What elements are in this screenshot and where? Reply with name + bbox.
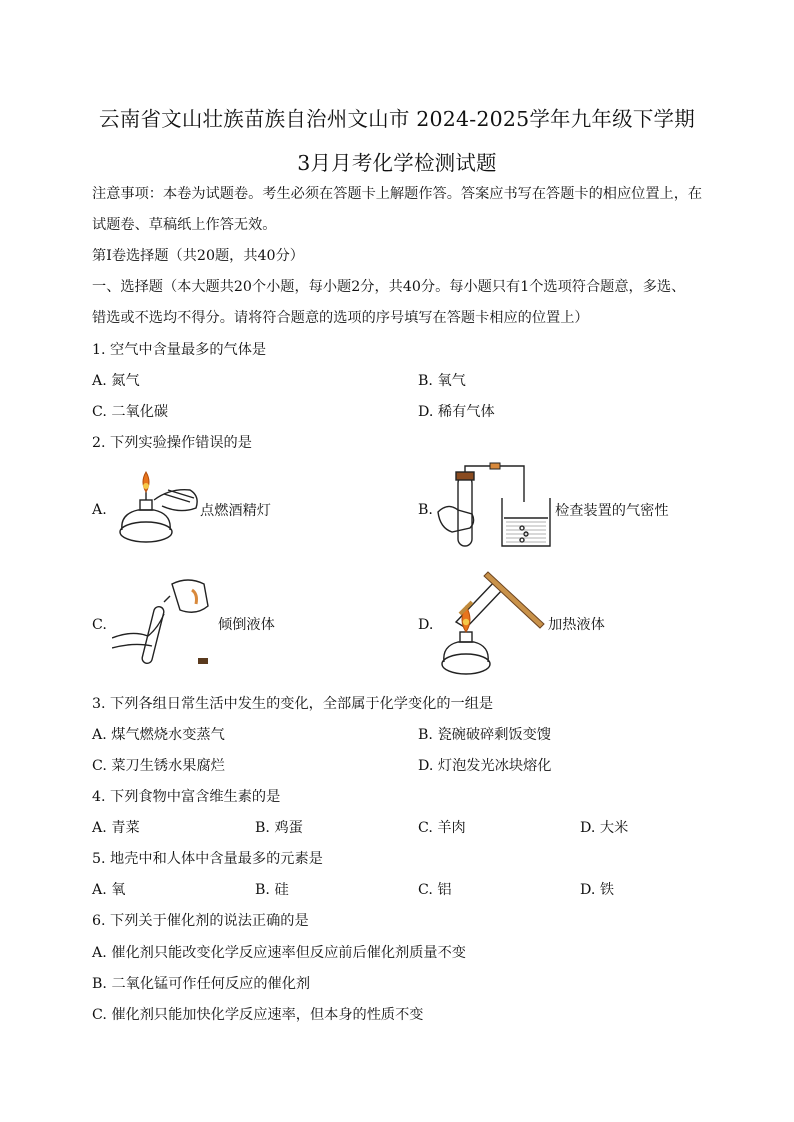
question-2-caption-d: 加热液体 [548, 617, 605, 633]
question-4-option-c: C. 羊肉 [418, 820, 466, 836]
question-5-stem: 5. 地壳中和人体中含量最多的元素是 [92, 851, 323, 867]
question-1-option-d: D. 稀有气体 [418, 404, 495, 420]
pouring-liquid-illustration [112, 576, 222, 668]
question-3-option-c: C. 菜刀生锈水果腐烂 [92, 758, 225, 774]
question-6-stem: 6. 下列关于催化剂的说法正确的是 [92, 913, 309, 929]
question-5-option-d: D. 铁 [580, 882, 615, 898]
question-2-option-a-label: A. [92, 502, 107, 518]
notice-line-2: 试题卷、草稿纸上作答无效。 [92, 217, 277, 233]
question-6-option-b: B. 二氧化锰可作任何反应的催化剂 [92, 976, 311, 992]
question-3-option-b: B. 瓷碗破碎剩饭变馊 [418, 727, 551, 743]
question-2-stem: 2. 下列实验操作错误的是 [92, 435, 252, 451]
question-5-option-b: B. 硅 [255, 882, 289, 898]
exam-title-line-1: 云南省文山壮族苗族自治州文山市 2024-2025学年九年级下学期 [99, 107, 695, 131]
exam-title-line-2: 3月月考化学检测试题 [297, 151, 497, 175]
question-1-option-a: A. 氮气 [92, 373, 140, 389]
question-6-option-c: C. 催化剂只能加快化学反应速率，但本身的性质不变 [92, 1007, 424, 1023]
question-4-option-b: B. 鸡蛋 [255, 820, 303, 836]
question-2-option-b-label: B. [418, 502, 433, 518]
question-4-option-a: A. 青菜 [92, 820, 140, 836]
question-3-stem: 3. 下列各组日常生活中发生的变化，全部属于化学变化的一组是 [92, 696, 494, 712]
heating-liquid-illustration [436, 566, 548, 680]
question-3-option-d: D. 灯泡发光冰块熔化 [418, 758, 552, 774]
question-4-option-d: D. 大米 [580, 820, 629, 836]
airtightness-check-illustration [434, 462, 554, 554]
question-5-option-a: A. 氧 [92, 882, 126, 898]
question-2-option-c-label: C. [92, 617, 107, 633]
question-4-stem: 4. 下列食物中富含维生素的是 [92, 789, 281, 805]
question-2-caption-b: 检查装置的气密性 [555, 503, 669, 519]
question-5-option-c: C. 铝 [418, 882, 452, 898]
question-1-option-c: C. 二氧化碳 [92, 404, 169, 420]
question-6-option-a: A. 催化剂只能改变化学反应速率但反应前后催化剂质量不变 [92, 945, 466, 961]
question-2-option-d-label: D. [418, 617, 434, 633]
question-2-caption-a: 点燃酒精灯 [200, 503, 271, 519]
section-instructions-line-1: 一、选择题（本大题共20个小题，每小题2分，共40分。每小题只有1个选项符合题意，多选、 [92, 279, 686, 295]
question-2-caption-c: 倾倒液体 [218, 617, 275, 633]
question-1-option-b: B. 氧气 [418, 373, 466, 389]
question-1-stem: 1. 空气中含量最多的气体是 [92, 342, 267, 358]
question-3-option-a: A. 煤气燃烧水变蒸气 [92, 727, 225, 743]
section-instructions-line-2: 错选或不选均不得分。请将符合题意的选项的序号填写在答题卡相应的位置上） [92, 310, 589, 326]
part-heading: 第Ⅰ卷选择题（共20题，共40分） [92, 248, 304, 264]
notice-line-1: 注意事项：本卷为试题卷。考生必须在答题卡上解题作答。答案应书写在答题卡的相应位置上，在 [92, 186, 703, 202]
alcohol-lamp-lighting-illustration [110, 470, 205, 550]
